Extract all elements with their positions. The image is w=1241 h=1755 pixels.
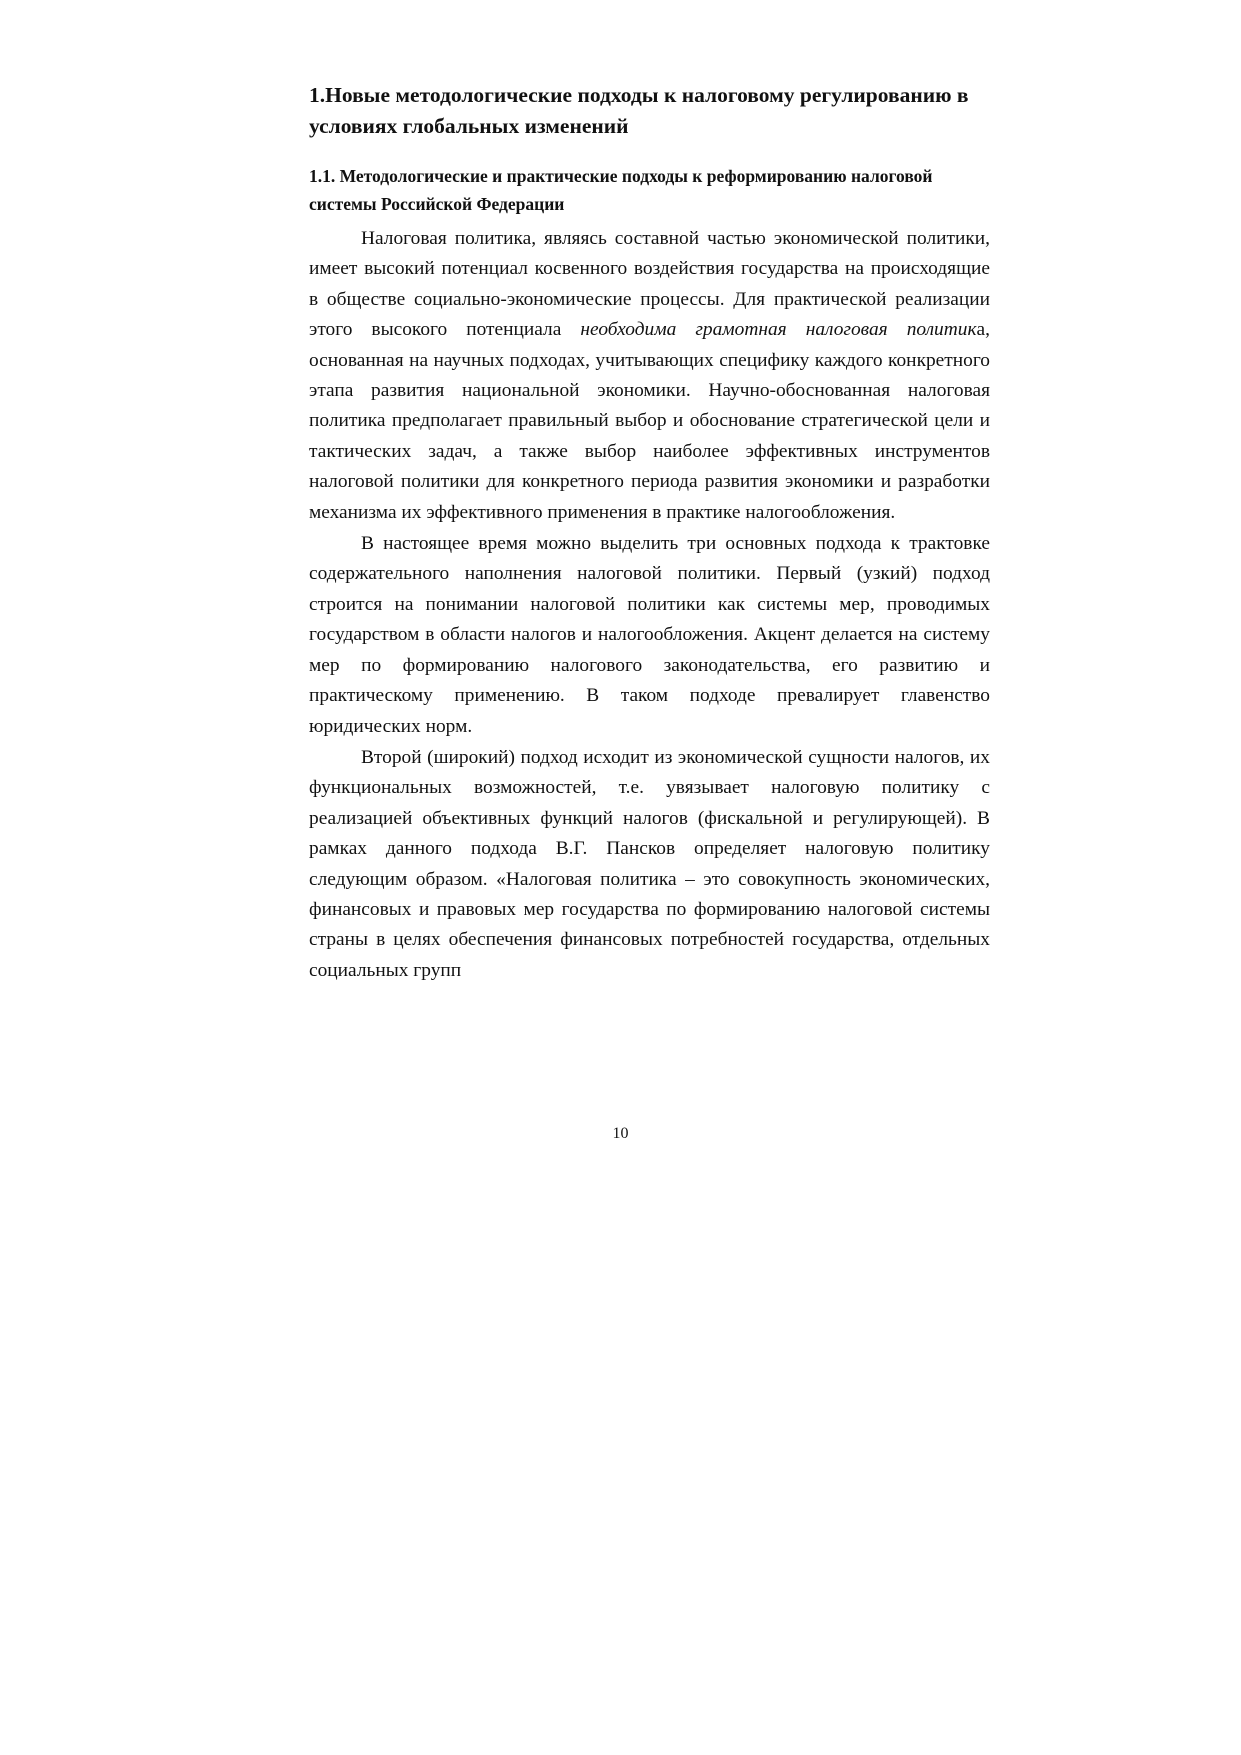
paragraph-1-text-end: а, основанная на научных подходах, учитывающих специфику каждого конкретного этапа развития национальной экономики. Научно-обоснованная налоговая политика предполагает правильный выбор и обоснование стратегической цели и тактических задач, а также выбор наиболее эффективных инструментов налоговой политики для конкретного периода развития экономики и разработки механизма их эффективного применения в практике налогообложения.: [309, 319, 990, 523]
page-number: 10: [612, 1125, 629, 1142]
paragraph-3: Второй (широкий) подход исходит из экономической сущности налогов, их функциональных возможностей, т.е. увязывает налоговую политику с реализацией объективных функций налогов (фискальной и регулирующей). В рамках данного подхода В.Г. Пансков определяет налоговую политику следующим образом. «Налоговая политика – это совокупность экономических, финансовых и правовых мер государства по формированию налоговой системы страны в целях обеспечения финансовых потребностей государства, отдельных социальных групп: [309, 746, 990, 981]
paragraph-1-text-start: Налоговая политика, являясь составной частью экономической политики, имеет высокий потенциал косвенного воздействия государства на происходящие в обществе социально-экономические процессы. Для практической реализации этого высокого потенциала: [309, 228, 990, 341]
paragraph-2: В настоящее время можно выделить три основных подхода к трактовке содержательного наполнения налоговой политики. Первый (узкий) подход строится на понимании налоговой политики как системы мер, проводимых государством в области налогов и налогообложения. Акцент делается на систему мер по формированию налогового законодательства, его развитию и практическому применению. В таком подходе превалирует главенство юридических норм.: [309, 533, 990, 737]
paragraph-1: [309, 224, 990, 528]
page-content: [309, 80, 990, 986]
section-title: 1.1. Методологические и практические подходы к реформированию налоговой системы Российской Федерации: [309, 166, 933, 214]
paragraph-1-italic-phrase: необходима грамотная налоговая политик: [580, 319, 977, 341]
chapter-title: 1.Новые методологические подходы к налоговому регулированию в условиях глобальных изменений: [309, 83, 969, 138]
